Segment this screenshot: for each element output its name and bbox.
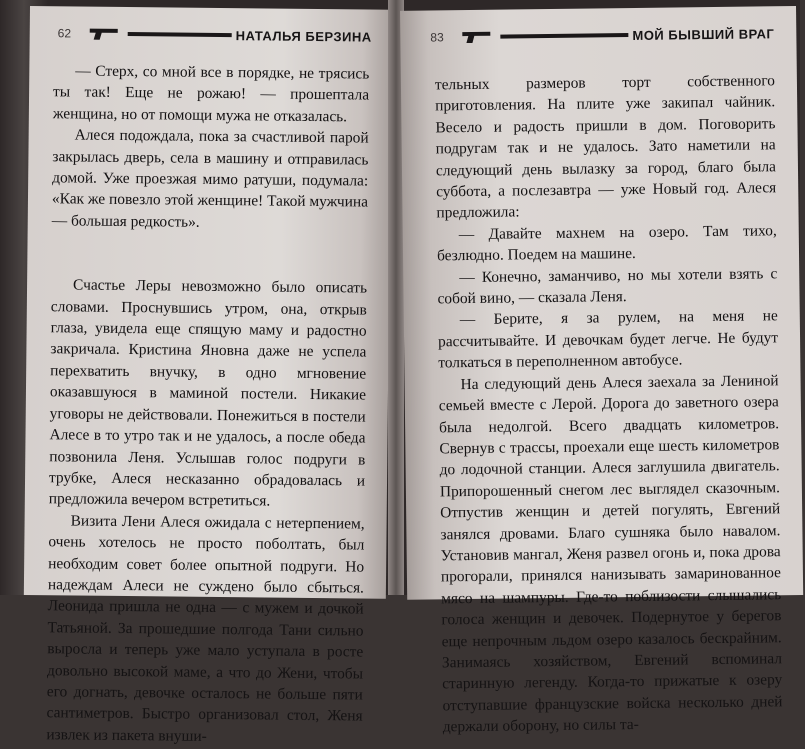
- right-page-text: [435, 70, 783, 738]
- paragraph: Алеся подождала, пока за счастливой парой закрылась дверь, села в машину и отправилась домой. Уже проезжая мимо ратуши, подумала: «Как же повезло этой женщине! Такой мужчина — большая редкость».: [51, 126, 369, 231]
- paragraph: — Стерх, со мной все в порядке, не трясись ты так! Еще не рожаю! — прошептала женщина, но от помощи мужа не отказалась.: [52, 62, 370, 126]
- paragraph: — Конечно, заманчиво, но мы хотели взять с собой вино, — сказала Леня.: [437, 264, 778, 308]
- pistol-icon: [460, 29, 494, 45]
- right-page-number: 83: [430, 30, 444, 45]
- paragraph: тельных размеров торт собственного приготовления. На плите уже закипал чайник. Весело и радость пришли в дом. Поговорить подругам так и не удалось. Зато наметили на следующий день вылазку за город, благо была суббота, а послезавтра — уже Новый год. Алеся предложила:: [434, 72, 777, 222]
- right-running-title: МОЙ БЫВШИЙ ВРАГ: [632, 25, 775, 43]
- header-rule: [500, 33, 628, 39]
- left-page-number: 62: [57, 26, 72, 41]
- header-rule: [128, 32, 232, 37]
- left-page: [24, 6, 392, 745]
- paragraph: Счастье Леры невозможно было описать словами. Проснувшись утром, она, открыв глаза, увидела еще спящую маму и радостно закричала. Кристина Яновна даже не успела перехватить внучку, в одно мгновение оказавшуюся в маминой постели. Никакие уговоры не действовали. Понежиться в постели Алесе в то утро так и не удалось, а после обеда позвонила Леня. Услышав голос подруги в трубке, Алеся несказанно обрадовалась и предложила вечером встретиться.: [48, 276, 368, 510]
- paragraph: — Давайте махнем на озеро. Там тихо, безлюдно. Поедем на машине.: [436, 222, 777, 265]
- paragraph: Визита Лени Алеся ожидала с нетерпением, очень хотелось не просто поболтать, был необходим совет более опытной подруги. Но надеждам Алеси не суждено было сбыться. Леонида пришла не одна — с мужем и дочкой Татьяной. За прошедшие полгода Тани сильно выросла и теперь уже мало уступала в росте довольно высокой маме, а что до Жени, чтобы его догнать, девочке осталось не больше пяти сантиметров. Быстро организовал стол, Женя извлек из пакета внуши-: [46, 512, 365, 745]
- right-page: [400, 6, 803, 736]
- paragraph: На следующий день Алеся заехала за Лениной семьей вместе с Лерой. Дорога до заветного озера была недолгой. Всего двадцать километров. Свернув с трассы, проехали еще шесть километров до лодочной станции. Алеся заглушила двигатель. Припорошенный снегом лес выглядел сказочным. Отпустив женщин и детей погулять, Евгений занялся дровами. Благо сушняка было навалом. Установив мангал, Женя развел огонь и, пока дрова прогорали, принялся нанизывать замаринованное мясо на шампуры. Где-то поблизости слышались голоса женщин и девочек. Подернутое у берегов еще непрочным льдом озеро казалось бескрайним. Занимаясь хозяйством, Евгений вспоминал старинную легенду. Когда-то прижатые к озеру отступавшие французские войска несколько дней держали оборону, но силы та-: [438, 371, 783, 736]
- right-page-header: [430, 20, 774, 50]
- pistol-icon: [88, 26, 122, 42]
- left-page-text: [46, 60, 369, 748]
- paragraph: — Берите, я за рулем, на меня не рассчитывайте. И девочкам будет легче. Не будут толкаться в переполненном автобусе.: [437, 307, 779, 372]
- left-running-title: НАТАЛЬЯ БЕРЗИНА: [235, 27, 372, 45]
- left-page-header: [58, 20, 372, 49]
